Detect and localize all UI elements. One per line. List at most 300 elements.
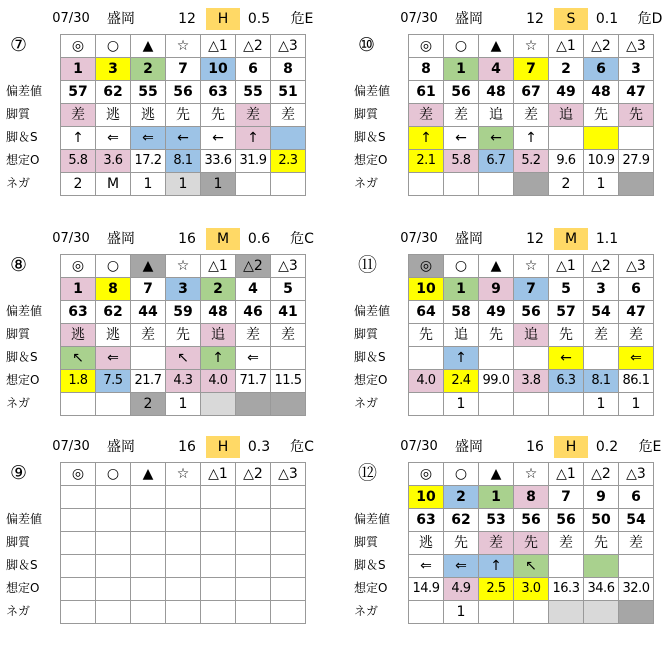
style-cell: 差: [236, 324, 271, 347]
odds-cell: 32.0: [619, 578, 654, 601]
score-cell: 62: [96, 81, 131, 104]
mark-cell: ◎: [61, 255, 96, 278]
row-label: 偏差値: [6, 304, 43, 318]
grid-row: [61, 301, 306, 324]
nega-cell: [479, 393, 514, 416]
grid-row: [409, 104, 654, 127]
horse-cell: 3: [166, 278, 201, 301]
style-cell: 先: [479, 324, 514, 347]
arrow-cell: ⇐: [131, 127, 166, 150]
grid-row: [409, 393, 654, 416]
row-label: 想定O: [6, 153, 40, 167]
header-val: 1.1: [595, 231, 619, 247]
style-cell: [131, 532, 166, 555]
style-cell: 差: [131, 324, 166, 347]
nega-cell: 2: [131, 393, 166, 416]
row-label: 脚質: [354, 535, 379, 549]
mark-cell: △1: [549, 255, 584, 278]
row-label: 脚質: [6, 535, 31, 549]
nega-cell: [619, 173, 654, 196]
nega-cell: [549, 601, 584, 624]
grid-row: [409, 555, 654, 578]
nega-cell: [201, 601, 236, 624]
grid-row: [61, 58, 306, 81]
horse-cell: 1: [444, 58, 479, 81]
header-date: 07/30: [400, 439, 438, 454]
horse-cell: 2: [201, 278, 236, 301]
score-cell: [166, 509, 201, 532]
style-cell: [236, 532, 271, 555]
odds-cell: 4.3: [166, 370, 201, 393]
nega-cell: [514, 173, 549, 196]
arrow-cell: [131, 555, 166, 578]
row-label: 偏差値: [354, 512, 391, 526]
row-label: 脚＆S: [6, 350, 38, 364]
style-cell: [96, 532, 131, 555]
horse-cell: 4: [479, 58, 514, 81]
row-label: 想定O: [6, 581, 40, 595]
odds-cell: [166, 578, 201, 601]
row-label: ネガ: [6, 604, 31, 618]
horse-cell: 6: [619, 278, 654, 301]
grid-row: [409, 58, 654, 81]
mark-cell: △1: [549, 463, 584, 486]
score-cell: 44: [131, 301, 166, 324]
nega-cell: [236, 173, 271, 196]
row-label: 脚＆S: [6, 130, 38, 144]
nega-cell: [166, 601, 201, 624]
style-cell: 差: [619, 532, 654, 555]
mark-cell: ☆: [514, 255, 549, 278]
grid-row: [409, 81, 654, 104]
header-risk: 危C: [290, 231, 314, 247]
odds-cell: 86.1: [619, 370, 654, 393]
horse-cell: [166, 486, 201, 509]
header-cls: H: [206, 436, 240, 458]
horse-cell: 7: [514, 278, 549, 301]
row-label: ネガ: [6, 176, 31, 190]
mark-cell: ○: [96, 463, 131, 486]
race-number: ⑦: [10, 34, 28, 56]
nega-cell: [514, 393, 549, 416]
nega-cell: [201, 393, 236, 416]
horse-cell: 2: [131, 58, 166, 81]
score-cell: 61: [409, 81, 444, 104]
horse-cell: 3: [96, 58, 131, 81]
row-label: 偏差値: [6, 84, 43, 98]
nega-cell: [444, 173, 479, 196]
row-label: 脚＆S: [6, 558, 38, 572]
arrow-cell: ↖: [514, 555, 549, 578]
odds-cell: [96, 578, 131, 601]
header-cls: H: [206, 8, 240, 30]
arrow-cell: [271, 555, 306, 578]
header-venue: 盛岡: [455, 11, 483, 27]
nega-cell: [409, 393, 444, 416]
score-cell: [96, 509, 131, 532]
grid-row: [409, 347, 654, 370]
style-cell: 差: [271, 324, 306, 347]
horse-cell: 8: [96, 278, 131, 301]
race-header: [354, 228, 671, 250]
odds-cell: 8.1: [166, 150, 201, 173]
header-val: 0.3: [247, 439, 271, 455]
style-cell: 差: [61, 104, 96, 127]
odds-cell: 2.3: [271, 150, 306, 173]
mark-cell: ○: [444, 35, 479, 58]
arrow-cell: [201, 555, 236, 578]
nega-cell: M: [96, 173, 131, 196]
horse-cell: 10: [409, 278, 444, 301]
header-cls: M: [206, 228, 240, 250]
odds-cell: [201, 578, 236, 601]
horse-cell: [61, 486, 96, 509]
race-header: [6, 8, 326, 30]
score-cell: [236, 509, 271, 532]
arrow-cell: ↑: [479, 555, 514, 578]
mark-cell: △2: [584, 35, 619, 58]
mark-cell: △3: [619, 255, 654, 278]
score-cell: 55: [131, 81, 166, 104]
header-val: 0.1: [595, 11, 619, 27]
grid-row: [409, 578, 654, 601]
style-cell: 先: [201, 104, 236, 127]
style-cell: 先: [444, 532, 479, 555]
score-cell: [131, 509, 166, 532]
mark-cell: ☆: [166, 255, 201, 278]
style-cell: [166, 532, 201, 555]
nega-cell: [479, 173, 514, 196]
header-risk: 危D: [637, 11, 663, 27]
horse-cell: [201, 486, 236, 509]
row-label: ネガ: [6, 396, 31, 410]
score-cell: 54: [619, 509, 654, 532]
grid-row: [61, 555, 306, 578]
style-cell: 追: [479, 104, 514, 127]
race-number: ⑫: [358, 462, 378, 484]
header-count: 12: [526, 11, 544, 27]
arrow-cell: [166, 555, 201, 578]
score-cell: 48: [584, 81, 619, 104]
score-cell: 53: [479, 509, 514, 532]
grid-row: [409, 532, 654, 555]
mark-cell: △1: [201, 255, 236, 278]
row-label: ネガ: [354, 396, 379, 410]
grid-row: [61, 393, 306, 416]
row-label: 偏差値: [354, 304, 391, 318]
horse-cell: [271, 486, 306, 509]
header-count: 16: [526, 439, 544, 455]
arrow-cell: ⇐: [409, 555, 444, 578]
race-number: ⑩: [358, 34, 376, 56]
horse-cell: 6: [584, 58, 619, 81]
horse-cell: 7: [549, 486, 584, 509]
score-cell: 54: [584, 301, 619, 324]
horse-cell: 8: [409, 58, 444, 81]
header-date: 07/30: [400, 11, 438, 26]
mark-cell: ☆: [514, 463, 549, 486]
horse-cell: 5: [271, 278, 306, 301]
arrow-cell: ⇐: [96, 127, 131, 150]
nega-cell: [479, 601, 514, 624]
grid-row: [61, 601, 306, 624]
odds-cell: 4.0: [201, 370, 236, 393]
score-cell: 63: [409, 509, 444, 532]
score-cell: 48: [479, 81, 514, 104]
mark-cell: ◎: [61, 463, 96, 486]
arrow-cell: ↑: [61, 127, 96, 150]
horse-cell: 2: [444, 486, 479, 509]
odds-cell: 8.1: [584, 370, 619, 393]
horse-cell: 9: [584, 486, 619, 509]
nega-cell: [271, 601, 306, 624]
nega-cell: 2: [549, 173, 584, 196]
score-cell: 47: [619, 301, 654, 324]
horse-cell: 1: [444, 278, 479, 301]
mark-cell: ○: [444, 255, 479, 278]
grid-row: [61, 127, 306, 150]
odds-cell: 4.0: [409, 370, 444, 393]
nega-cell: 1: [166, 393, 201, 416]
grid-row: [409, 301, 654, 324]
nega-cell: 1: [444, 601, 479, 624]
style-cell: 差: [444, 104, 479, 127]
style-cell: [201, 532, 236, 555]
odds-cell: 5.2: [514, 150, 549, 173]
odds-cell: 3.0: [514, 578, 549, 601]
arrow-cell: [271, 347, 306, 370]
odds-cell: 27.9: [619, 150, 654, 173]
odds-cell: 3.6: [96, 150, 131, 173]
grid-row: [61, 370, 306, 393]
score-cell: 50: [584, 509, 619, 532]
race-grid: [60, 254, 306, 416]
header-val: 0.2: [595, 439, 619, 455]
row-label: 偏差値: [354, 84, 391, 98]
mark-cell: ▲: [131, 463, 166, 486]
row-labels: [6, 508, 60, 623]
odds-cell: 6.7: [479, 150, 514, 173]
nega-cell: [131, 601, 166, 624]
race-panel: [6, 228, 326, 432]
arrow-cell: [409, 347, 444, 370]
mark-cell: △3: [271, 35, 306, 58]
header-count: 16: [178, 231, 196, 247]
odds-cell: 4.9: [444, 578, 479, 601]
header-date: 07/30: [52, 11, 90, 26]
row-labels: [354, 300, 408, 415]
score-cell: 59: [166, 301, 201, 324]
header-cls: S: [554, 8, 588, 30]
mark-cell: ☆: [166, 463, 201, 486]
horse-cell: 4: [236, 278, 271, 301]
arrow-cell: ←: [444, 127, 479, 150]
score-cell: 41: [271, 301, 306, 324]
score-cell: 67: [514, 81, 549, 104]
grid-row: [409, 35, 654, 58]
arrow-cell: ↑: [514, 127, 549, 150]
style-cell: 先: [584, 104, 619, 127]
race-panel: [354, 8, 671, 212]
score-cell: 58: [444, 301, 479, 324]
score-cell: [61, 509, 96, 532]
header-risk: 危E: [290, 11, 314, 27]
grid-row: [409, 463, 654, 486]
nega-cell: 1: [444, 393, 479, 416]
arrow-cell: ⇐: [444, 555, 479, 578]
mark-cell: △2: [584, 255, 619, 278]
grid-row: [61, 81, 306, 104]
style-cell: 逃: [96, 104, 131, 127]
row-label: 脚質: [354, 327, 379, 341]
race-panel: [354, 436, 671, 640]
score-cell: 63: [61, 301, 96, 324]
race-grid: [408, 34, 654, 196]
header-date: 07/30: [52, 439, 90, 454]
style-cell: 逃: [96, 324, 131, 347]
row-label: 脚質: [354, 107, 379, 121]
grid-row: [61, 173, 306, 196]
score-cell: 56: [549, 509, 584, 532]
horse-cell: 3: [619, 58, 654, 81]
grid-row: [409, 324, 654, 347]
odds-cell: 10.9: [584, 150, 619, 173]
score-cell: 47: [619, 81, 654, 104]
style-cell: 追: [201, 324, 236, 347]
row-labels: [354, 508, 408, 623]
nega-cell: [409, 601, 444, 624]
score-cell: 56: [166, 81, 201, 104]
odds-cell: 2.1: [409, 150, 444, 173]
grid-row: [61, 150, 306, 173]
race-header: [354, 436, 671, 458]
row-label: 想定O: [354, 581, 388, 595]
grid-row: [61, 104, 306, 127]
row-labels: [6, 300, 60, 415]
mark-cell: ○: [444, 463, 479, 486]
odds-cell: 14.9: [409, 578, 444, 601]
odds-cell: 17.2: [131, 150, 166, 173]
score-cell: [201, 509, 236, 532]
odds-cell: 9.6: [549, 150, 584, 173]
header-risk: [626, 228, 671, 250]
mark-cell: △2: [236, 35, 271, 58]
header-cls: M: [554, 228, 588, 250]
header-venue: 盛岡: [455, 231, 483, 247]
mark-cell: △2: [584, 463, 619, 486]
odds-cell: 3.8: [514, 370, 549, 393]
style-cell: [61, 532, 96, 555]
style-cell: 追: [514, 324, 549, 347]
mark-cell: ◎: [409, 463, 444, 486]
mark-cell: ○: [96, 255, 131, 278]
horse-cell: 10: [409, 486, 444, 509]
mark-cell: ▲: [479, 255, 514, 278]
mark-cell: △3: [271, 255, 306, 278]
grid-row: [61, 486, 306, 509]
score-cell: 55: [236, 81, 271, 104]
style-cell: 差: [619, 324, 654, 347]
nega-cell: 1: [131, 173, 166, 196]
nega-cell: [271, 173, 306, 196]
odds-cell: [271, 578, 306, 601]
score-cell: 49: [479, 301, 514, 324]
mark-cell: ☆: [514, 35, 549, 58]
horse-cell: 1: [61, 58, 96, 81]
arrow-cell: [131, 347, 166, 370]
row-label: 想定O: [354, 153, 388, 167]
header-venue: 盛岡: [455, 439, 483, 455]
mark-cell: ▲: [131, 255, 166, 278]
style-cell: 差: [236, 104, 271, 127]
mark-cell: ○: [96, 35, 131, 58]
nega-cell: 1: [619, 393, 654, 416]
odds-cell: 5.8: [61, 150, 96, 173]
race-number: ⑧: [10, 254, 28, 276]
arrow-cell: [236, 555, 271, 578]
odds-cell: 2.4: [444, 370, 479, 393]
arrow-cell: [271, 127, 306, 150]
row-label: 偏差値: [6, 512, 43, 526]
odds-cell: 99.0: [479, 370, 514, 393]
horse-cell: 8: [271, 58, 306, 81]
style-cell: 差: [514, 104, 549, 127]
horse-cell: 6: [619, 486, 654, 509]
mark-cell: ◎: [409, 35, 444, 58]
grid-row: [409, 255, 654, 278]
grid-row: [409, 370, 654, 393]
grid-row: [61, 324, 306, 347]
score-cell: 57: [549, 301, 584, 324]
style-cell: 先: [409, 324, 444, 347]
row-label: 脚質: [6, 327, 31, 341]
score-cell: 63: [201, 81, 236, 104]
style-cell: 先: [619, 104, 654, 127]
style-cell: 差: [584, 324, 619, 347]
arrow-cell: [96, 555, 131, 578]
arrow-cell: ⇐: [236, 347, 271, 370]
nega-cell: [61, 393, 96, 416]
header-risk: 危C: [290, 439, 314, 455]
odds-cell: [236, 578, 271, 601]
arrow-cell: [549, 555, 584, 578]
mark-cell: ◎: [409, 255, 444, 278]
horse-cell: 1: [479, 486, 514, 509]
style-cell: 逃: [131, 104, 166, 127]
race-grid: [408, 254, 654, 416]
nega-cell: 1: [201, 173, 236, 196]
arrow-cell: ↑: [409, 127, 444, 150]
score-cell: [271, 509, 306, 532]
odds-cell: 1.8: [61, 370, 96, 393]
header-count: 12: [178, 11, 196, 27]
race-grid: [60, 34, 306, 196]
style-cell: 先: [166, 324, 201, 347]
style-cell: 差: [271, 104, 306, 127]
nega-cell: [96, 601, 131, 624]
odds-cell: 33.6: [201, 150, 236, 173]
arrow-cell: ←: [201, 127, 236, 150]
arrow-cell: ↖: [166, 347, 201, 370]
race-panel: [6, 436, 326, 640]
grid-row: [409, 601, 654, 624]
nega-cell: [236, 601, 271, 624]
odds-cell: 7.5: [96, 370, 131, 393]
header-venue: 盛岡: [107, 11, 135, 27]
arrow-cell: ←: [479, 127, 514, 150]
odds-cell: 2.5: [479, 578, 514, 601]
race-number: ⑨: [10, 462, 28, 484]
